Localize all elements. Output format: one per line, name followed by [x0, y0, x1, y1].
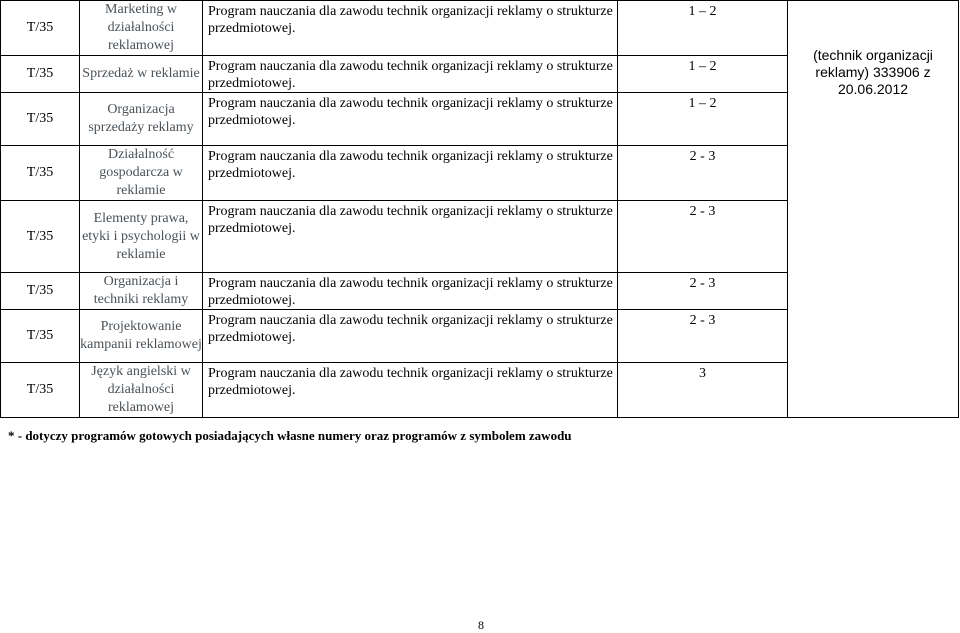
row-classes-text: 2 - 3 — [689, 313, 716, 328]
row-code: T/35 — [1, 273, 80, 310]
row-code: T/35 — [1, 1, 80, 56]
row-program — [203, 146, 618, 201]
row-code: T/35 — [1, 93, 80, 146]
row-program-text: Program nauczania dla zawodu technik organizacji reklamy o strukturze przedmiotowej. — [208, 149, 613, 181]
row-program — [203, 201, 618, 273]
row-classes — [618, 56, 788, 93]
row-program-text: Program nauczania dla zawodu technik organizacji reklamy o strukturze przedmiotowej. — [208, 276, 613, 308]
program-note-text: (technik organizacji reklamy) 333906 z 20.06.2012 — [813, 47, 933, 97]
page-number: 8 — [478, 618, 484, 632]
row-classes — [618, 201, 788, 273]
row-program — [203, 310, 618, 363]
row-program-text: Program nauczania dla zawodu technik organizacji reklamy o strukturze przedmiotowej. — [208, 204, 613, 236]
row-code: T/35 — [1, 201, 80, 273]
row-subject: Organizacja i techniki reklamy — [80, 273, 203, 310]
row-program-text: Program nauczania dla zawodu technik organizacji reklamy o strukturze przedmiotowej. — [208, 59, 613, 91]
footnote: * - dotyczy programów gotowych posiadających własne numery oraz programów z symbolem zawodu — [8, 428, 572, 443]
row-program-text: Program nauczania dla zawodu technik organizacji reklamy o strukturze przedmiotowej. — [208, 96, 613, 128]
row-classes-text: 2 - 3 — [689, 276, 716, 291]
table-row — [1, 1, 959, 56]
program-note — [788, 1, 959, 418]
row-program — [203, 273, 618, 310]
row-program — [203, 93, 618, 146]
row-classes-text: 2 - 3 — [689, 204, 716, 219]
row-program — [203, 56, 618, 93]
row-subject: Elementy prawa, etyki i psychologii w reklamie — [80, 201, 203, 273]
row-subject: Język angielski w działalności reklamowej — [80, 363, 203, 418]
row-classes-text: 1 – 2 — [688, 96, 717, 111]
row-subject: Sprzedaż w reklamie — [80, 56, 203, 93]
row-classes-text: 2 - 3 — [689, 149, 716, 164]
row-classes — [618, 310, 788, 363]
row-program-text: Program nauczania dla zawodu technik organizacji reklamy o strukturze przedmiotowej. — [208, 366, 613, 398]
row-subject: Projektowanie kampanii reklamowej — [80, 310, 203, 363]
row-program — [203, 363, 618, 418]
row-subject: Marketing w działalności reklamowej — [80, 1, 203, 56]
row-classes — [618, 93, 788, 146]
row-program-text: Program nauczania dla zawodu technik organizacji reklamy o strukturze przedmiotowej. — [208, 313, 613, 345]
row-classes — [618, 363, 788, 418]
row-classes-text: 3 — [699, 366, 706, 381]
row-classes-text: 1 – 2 — [688, 4, 717, 19]
row-code: T/35 — [1, 363, 80, 418]
row-classes — [618, 273, 788, 310]
row-subject: Organizacja sprzedaży reklamy — [80, 93, 203, 146]
row-classes — [618, 1, 788, 56]
row-classes-text: 1 – 2 — [688, 59, 717, 74]
row-code: T/35 — [1, 310, 80, 363]
row-program-text: Program nauczania dla zawodu technik organizacji reklamy o strukturze przedmiotowej. — [208, 4, 613, 36]
row-code: T/35 — [1, 56, 80, 93]
row-classes — [618, 146, 788, 201]
row-program — [203, 1, 618, 56]
row-code: T/35 — [1, 146, 80, 201]
row-subject: Działalność gospodarcza w reklamie — [80, 146, 203, 201]
